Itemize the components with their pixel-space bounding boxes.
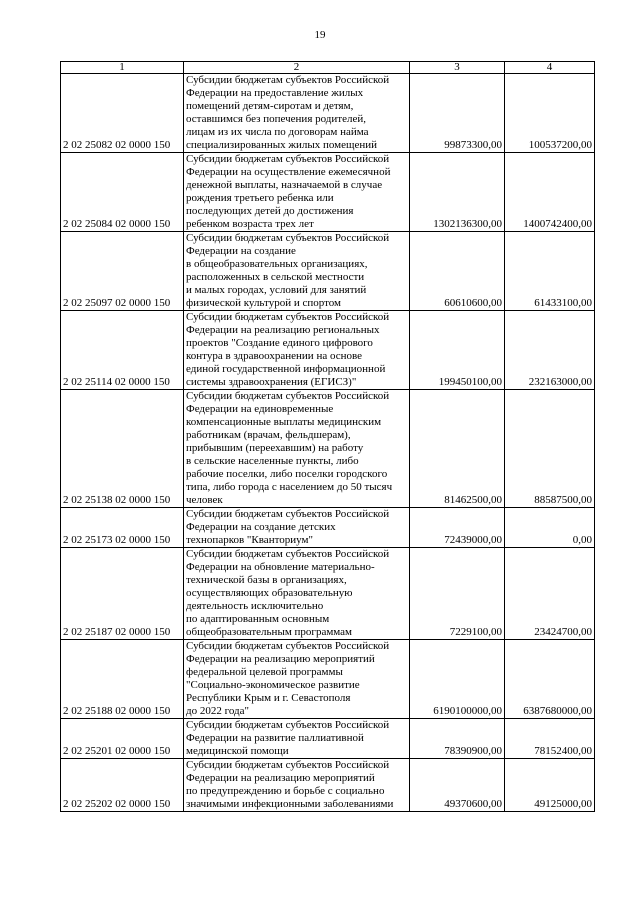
amount-column-3: 78390900,00 xyxy=(410,719,505,759)
amount-column-3: 1302136300,00 xyxy=(410,153,505,232)
budget-code: 2 02 25187 02 0000 150 xyxy=(61,548,184,640)
amount-column-4: 78152400,00 xyxy=(505,719,595,759)
table-row xyxy=(61,548,595,640)
amount-column-4: 6387680000,00 xyxy=(505,640,595,719)
amount-column-3: 7229100,00 xyxy=(410,548,505,640)
table-row xyxy=(61,232,595,311)
table-row xyxy=(61,719,595,759)
table-row xyxy=(61,311,595,390)
amount-column-3: 99873300,00 xyxy=(410,74,505,153)
amount-column-3: 199450100,00 xyxy=(410,311,505,390)
header-row xyxy=(61,62,595,74)
row-description: Субсидии бюджетам субъектов Российской Федерации на осуществление ежемесячной денежной выплаты, назначаемой в случае рождения третьего ребенка или последующих детей до достижения ребенком возраста трех лет xyxy=(184,153,410,232)
budget-code: 2 02 25114 02 0000 150 xyxy=(61,311,184,390)
column-header-4: 4 xyxy=(505,62,595,74)
row-description: Субсидии бюджетам субъектов Российской Федерации на предоставление жилых помещений детям-сиротам и детям, оставшимся без попечения родителей, лицам из их числа по договорам найма специализированных жилых помещений xyxy=(184,74,410,153)
table-row xyxy=(61,390,595,508)
table-row xyxy=(61,640,595,719)
budget-table xyxy=(60,61,595,812)
amount-column-3: 60610600,00 xyxy=(410,232,505,311)
column-header-2: 2 xyxy=(184,62,410,74)
budget-code: 2 02 25097 02 0000 150 xyxy=(61,232,184,311)
table-row xyxy=(61,74,595,153)
amount-column-4: 232163000,00 xyxy=(505,311,595,390)
amount-column-3: 49370600,00 xyxy=(410,759,505,812)
amount-column-4: 88587500,00 xyxy=(505,390,595,508)
page-number: 19 xyxy=(314,29,326,41)
budget-code: 2 02 25202 02 0000 150 xyxy=(61,759,184,812)
amount-column-4: 49125000,00 xyxy=(505,759,595,812)
table-row xyxy=(61,153,595,232)
column-header-3: 3 xyxy=(410,62,505,74)
amount-column-3: 81462500,00 xyxy=(410,390,505,508)
row-description: Субсидии бюджетам субъектов Российской Федерации на реализацию мероприятий федеральной целевой программы "Социально-экономическое развитие Республики Крым и г. Севастополя до 2022 года" xyxy=(184,640,410,719)
amount-column-4: 23424700,00 xyxy=(505,548,595,640)
row-description: Субсидии бюджетам субъектов Российской Федерации на единовременные компенсационные выплаты медицинским работникам (врачам, фельдшерам), прибывшим (переехавшим) на работу в сельские населенные пункты, либо рабочие поселки, либо поселки городского типа, либо города с населением до 50 тысяч человек xyxy=(184,390,410,508)
table-row xyxy=(61,759,595,812)
amount-column-4: 61433100,00 xyxy=(505,232,595,311)
amount-column-3: 6190100000,00 xyxy=(410,640,505,719)
budget-code: 2 02 25188 02 0000 150 xyxy=(61,640,184,719)
amount-column-4: 100537200,00 xyxy=(505,74,595,153)
column-header-1: 1 xyxy=(61,62,184,74)
budget-code: 2 02 25084 02 0000 150 xyxy=(61,153,184,232)
amount-column-3: 72439000,00 xyxy=(410,508,505,548)
table-row xyxy=(61,508,595,548)
row-description: Субсидии бюджетам субъектов Российской Федерации на реализацию мероприятий по предупреждению и борьбе с социально значимыми инфекционными заболеваниями xyxy=(184,759,410,812)
row-description: Субсидии бюджетам субъектов Российской Федерации на создание в общеобразовательных организациях, расположенных в сельской местности и малых городах, условий для занятий физической культурой и спортом xyxy=(184,232,410,311)
amount-column-4: 0,00 xyxy=(505,508,595,548)
budget-code: 2 02 25201 02 0000 150 xyxy=(61,719,184,759)
row-description: Субсидии бюджетам субъектов Российской Федерации на создание детских технопарков "Кванториум" xyxy=(184,508,410,548)
budget-code: 2 02 25173 02 0000 150 xyxy=(61,508,184,548)
row-description: Субсидии бюджетам субъектов Российской Федерации на обновление материально- технической базы в организациях, осуществляющих образовательную деятельность исключительно по адаптированным основным общеобразовательным программам xyxy=(184,548,410,640)
budget-code: 2 02 25138 02 0000 150 xyxy=(61,390,184,508)
budget-code: 2 02 25082 02 0000 150 xyxy=(61,74,184,153)
amount-column-4: 1400742400,00 xyxy=(505,153,595,232)
row-description: Субсидии бюджетам субъектов Российской Федерации на развитие паллиативной медицинской помощи xyxy=(184,719,410,759)
row-description: Субсидии бюджетам субъектов Российской Федерации на реализацию региональных проектов "Создание единого цифрового контура в здравоохранении на основе единой государственной информационной системы здравоохранения (ЕГИСЗ)" xyxy=(184,311,410,390)
